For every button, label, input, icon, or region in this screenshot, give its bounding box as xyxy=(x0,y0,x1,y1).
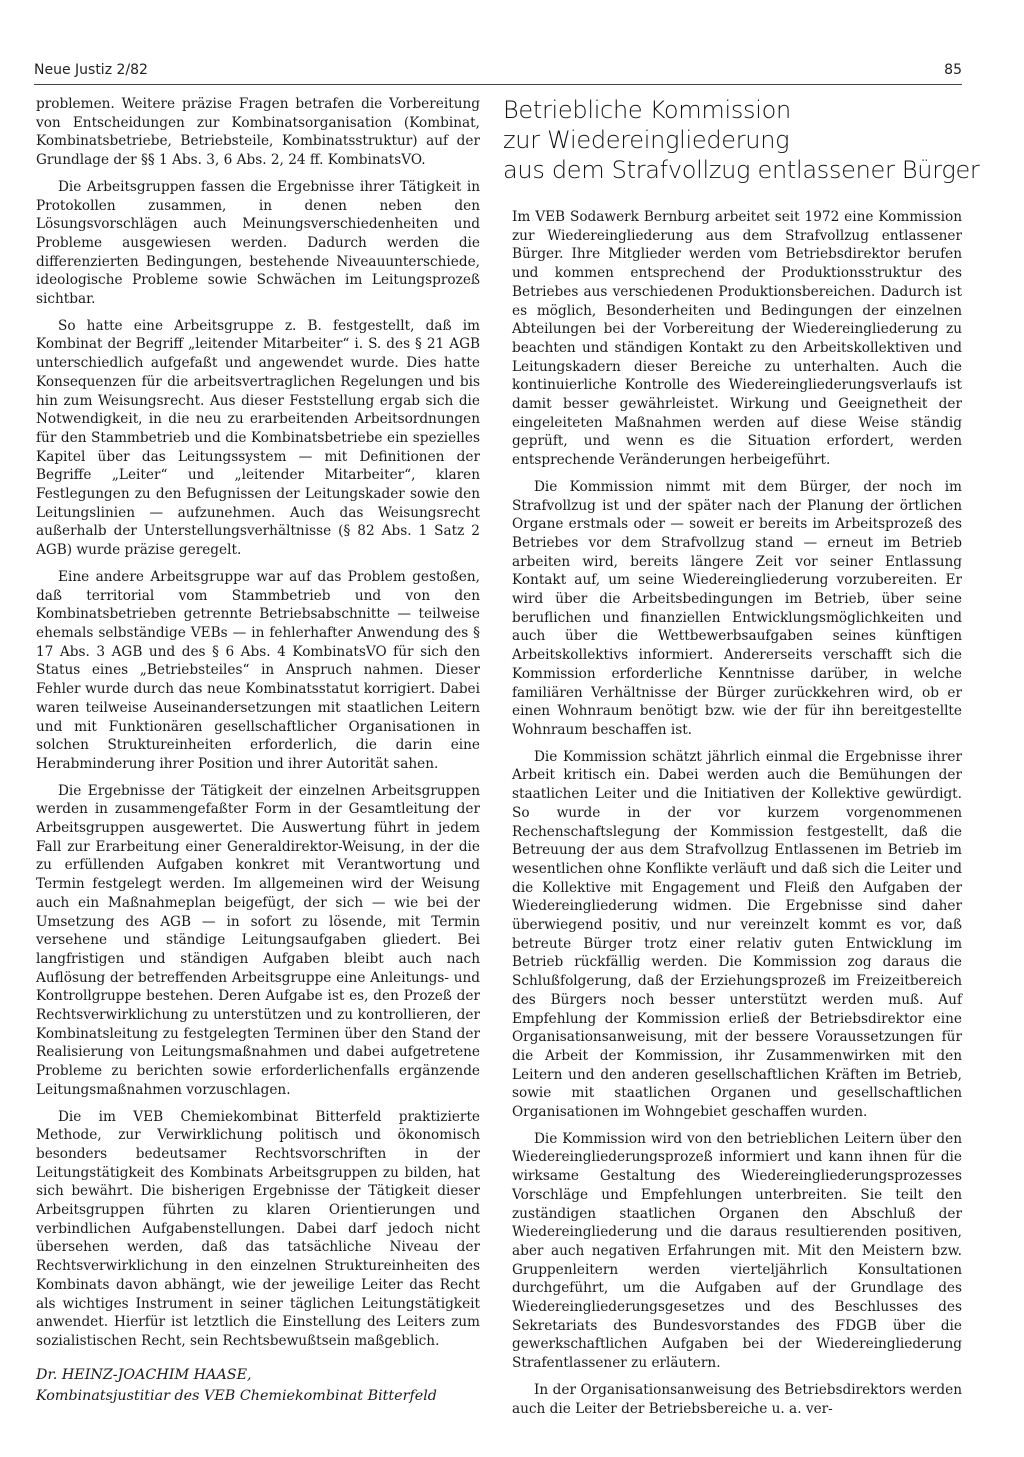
title-line: zur Wiedereingliederung xyxy=(503,126,790,154)
journal-issue: Neue Justiz 2/82 xyxy=(34,62,148,78)
paragraph: Die Kommission schätzt jährlich einmal die Ergebnisse ihrer Arbeit kritisch ein. Dabei werden auch die Bemühungen der staatlichen Leiter und die Initiativen der Kollektive gewürdigt. So wurde in der vor kurzem vorgenommenen Rechenschaftslegung der Kommission festgestellt, daß die Betreuung der aus dem Strafvollzug Entlassenen im Betrieb im wesentlichen ohne Konflikte verläuft und daß sich die Leiter und die Kollektive mit Engagement und Fleiß den Aufgaben der Wiedereingliederung widmen. Die Ergebnisse sind daher überwiegend positiv, und nur vereinzelt kommt es vor, daß betreute Bürger trotz einer relativ guten Entwicklung im Betrieb rückfällig werden. Die Kommission zog daraus die Schlußfolgerung, daß der Erziehungsprozeß im Freizeitbereich des Bürgers noch besser unterstützt werden muß. Auf Empfehlung der Kommission erließ der Betriebsdirektor eine Organisationsanweisung, mit der bessere Voraussetzungen für die Arbeit der Kommission, ihr Zusammenwirken mit den Leitern und den anderen gesellschaftlichen Kräften im Betrieb, sowie mit staatlichen Organen und gesellschaftlichen Organisationen im Wohngebiet geschaffen wurden. xyxy=(512,748,962,1121)
header-rule xyxy=(34,84,962,85)
paragraph: In der Organisationsanweisung des Betriebsdirektors werden auch die Leiter der Betriebsbereiche u. a. ver- xyxy=(512,1381,962,1417)
paragraph: Eine andere Arbeitsgruppe war auf das Problem gestoßen, daß territorial vom Stammbetrieb und von den Kombinatsbetrieben getrennte Betriebsabschnitte — teilweise ehemals selbständige VEBs — in fehlerhafter Anwendung des § 17 Abs. 3 AGB und des § 6 Abs. 4 KombinatsVO für sich den Status eines „Betriebsteiles“ in Anspruch nahmen. Dieser Fehler wurde durch das neue Kombinatsstatut korrigiert. Dabei waren teilweise Auseinandersetzungen mit staatlichen Leitern und mit Funktionären gesellschaftlicher Organisationen in solchen Struktureinheiten erforderlich, die darin eine Herabminderung ihrer Position und ihrer Autorität sahen. xyxy=(36,568,480,772)
paragraph: Die Kommission wird von den betrieblichen Leitern über den Wiedereingliederungsprozeß informiert und kann ihnen für die wirksame Gestaltung des Wiedereingliederungsprozesses Vorschläge und Empfehlungen unterbreiten. Sie teilt den zuständigen staatlichen Organen den Abschluß der Wiedereingliederung und die daraus resultierenden positiven, aber auch negativen Erfahrungen mit. Mit den Meistern bzw. Gruppenleitern werden vierteljährlich Konsultationen durchgeführt, um die Aufgaben auf der Grundlage des Wiedereingliederungsgesetzes und des Beschlusses des Sekretariats des Bundesvorstandes des FDGB über die gewerkschaftlichen Aufgaben bei der Wiedereingliederung Strafentlassener zu erläutern. xyxy=(512,1130,962,1372)
article-title xyxy=(503,95,980,185)
title-line: Betriebliche Kommission xyxy=(503,96,791,124)
paragraph: problemen. Weitere präzise Fragen betrafen die Vorbereitung von Entscheidungen zur Kombinatsorganisation (Kombinat, Kombinatsbetriebe, Betriebsteile, Kombinatsstruktur) auf der Grundlage der §§ 1 Abs. 3, 6 Abs. 2, 24 ff. KombinatsVO. xyxy=(36,96,480,169)
left-column xyxy=(36,95,480,1407)
author-name: Dr. HEINZ-JOACHIM HAASE, xyxy=(36,1366,252,1383)
paragraph: Die im VEB Chemiekombinat Bitterfeld praktizierte Methode, zur Verwirklichung politisch und ökonomisch besonders bedeutsamer Rechtsvorschriften in der Leitungstätigkeit des Kombinats Arbeitsgruppen zu bilden, hat sich bewährt. Die bisherigen Ergebnisse der Tätigkeit dieser Arbeitsgruppen führten zu klaren Orientierungen und verbindlichen Aufgabenstellungen. Dabei darf jedoch nicht übersehen werden, daß das tatsächliche Niveau der Rechtsverwirklichung in den einzelnen Struktureinheiten des Kombinats davon abhängt, wie der jeweilige Leiter das Recht als wichtiges Instrument in seiner täglichen Leitungstätigkeit anwendet. Hierfür ist letztlich die Einstellung des Leiters zum sozialistischen Recht, sein Rechtsbewußtsein maßgeblich. xyxy=(36,1108,480,1349)
author-position: Kombinatsjustitiar des VEB Chemiekombinat Bitterfeld xyxy=(36,1387,437,1404)
running-head xyxy=(34,62,962,82)
paragraph: Die Ergebnisse der Tätigkeit der einzelnen Arbeitsgruppen werden in zusammengefaßter Form in der Gesamtleitung der Arbeitsgruppen ausgewertet. Die Auswertung führt in jedem Fall zur Erarbeitung einer Generaldirektor-Weisung, in der die zu erfüllenden Aufgaben konkret mit Verantwortung und Termin festgelegt werden. Im allgemeinen wird der Weisung auch ein Maßnahmeplan beigefügt, der sich — wie bei der Umsetzung des AGB — in sofort zu lösende, mit Termin versehene und ständige Leitungsaufgaben gliedert. Bei langfristigen und ständigen Aufgaben bleibt auch nach Auflösung der betreffenden Arbeitsgruppe eine Anleitungs- und Kontrollgruppe bestehen. Deren Aufgabe ist es, den Prozeß der Rechtsverwirklichung zu unterstützen und zu kontrollieren, der Kombinatsleitung zu festgelegten Terminen über den Stand der Realisierung von Leitungsmaßnahmen und dabei aufgetretene Probleme zu berichten sowie erforderlichenfalls ergänzende Leitungsmaßnahmen vorzuschlagen. xyxy=(36,782,480,1098)
title-line: aus dem Strafvollzug entlassener Bürger xyxy=(503,156,980,184)
paragraph: Im VEB Sodawerk Bernburg arbeitet seit 1972 eine Kommission zur Wiedereingliederung aus dem Strafvollzug entlassener Bürger. Ihre Mitglieder werden vom Betriebsdirektor berufen und kommen entsprechend der Produktionsstruktur des Betriebes aus verschiedenen Produktionsbereichen. Dadurch ist es möglich, Besonderheiten und Bedingungen der einzelnen Abteilungen bei der Vorbereitung der Wiedereingliederung zu beachten und ständigen Kontakt zu den Arbeitskollektiven und Leitungskadern dieser Bereiche zu unterhalten. Auch die kontinuierliche Kontrolle des Wiedereingliederungsverlaufs ist damit besser gewährleistet. Wirkung und Geeignetheit der eingeleiteten Maßnahmen werden auf diese Weise ständig geprüft, und wenn es die Situation erfordert, werden entsprechende Veränderungen herbeigeführt. xyxy=(512,209,962,469)
paragraph: So hatte eine Arbeitsgruppe z. B. festgestellt, daß im Kombinat der Begriff „leitender Mitarbeiter“ i. S. des § 21 AGB unterschiedlich aufgefaßt und angewendet wurde. Dies hatte Konsequenzen für die arbeitsvertraglichen Regelungen und bis hin zum Weisungsrecht. Aus dieser Feststellung ergab sich die Notwendigkeit, in die neu zu erarbeitenden Arbeitsordnungen für den Stammbetrieb und die Kombinatsbetriebe ein spezielles Kapitel über das Leitungssystem — mit Definitionen der Begriffe „Leiter“ und „leitender Mitarbeiter“, klaren Festlegungen zu den Befugnissen der Leitungskader sowie den Leitungslinien — aufzunehmen. Auch das Weisungsrecht außerhalb der Unterstellungsverhältnisse (§ 82 Abs. 1 Satz 2 AGB) wurde präzise geregelt. xyxy=(36,317,480,559)
paragraph: Die Arbeitsgruppen fassen die Ergebnisse ihrer Tätigkeit in Protokollen zusammen, in denen neben den Lösungsvorschlägen auch Meinungsverschiedenheiten und Probleme ausgewiesen werden. Dadurch werden die differenzierten Bedingungen, bestehende Niveauunterschiede, ideologische Probleme sowie Schwächen im Leitungsprozeß sichtbar. xyxy=(36,178,480,308)
right-column xyxy=(512,208,962,1426)
author-signature xyxy=(36,1365,480,1407)
paragraph: Die Kommission nimmt mit dem Bürger, der noch im Strafvollzug ist und der später nach der Planung der örtlichen Organe erstmals oder — soweit er bereits im Arbeitsprozeß des Betriebes vor dem Strafvollzug stand — erneut im Betrieb arbeiten wird, bereits längere Zeit vor seiner Entlassung Kontakt auf, um seine Wiedereingliederung vorzubereiten. Er wird über die Arbeitsbedingungen im Betrieb, über seine beruflichen und finanziellen Entwicklungsmöglichkeiten und auch über die Wettbewerbsaufgaben seines künftigen Arbeitskollektivs informiert. Andererseits verschafft sich die Kommission erforderliche Kenntnisse darüber, in welche familiären Verhältnisse der Bürger zurückkehren wird, ob er einen Wohnraum benötigt bzw. wie der für ihn bereitgestellte Wohnraum beschaffen ist. xyxy=(512,478,962,738)
page-number: 85 xyxy=(944,62,962,78)
